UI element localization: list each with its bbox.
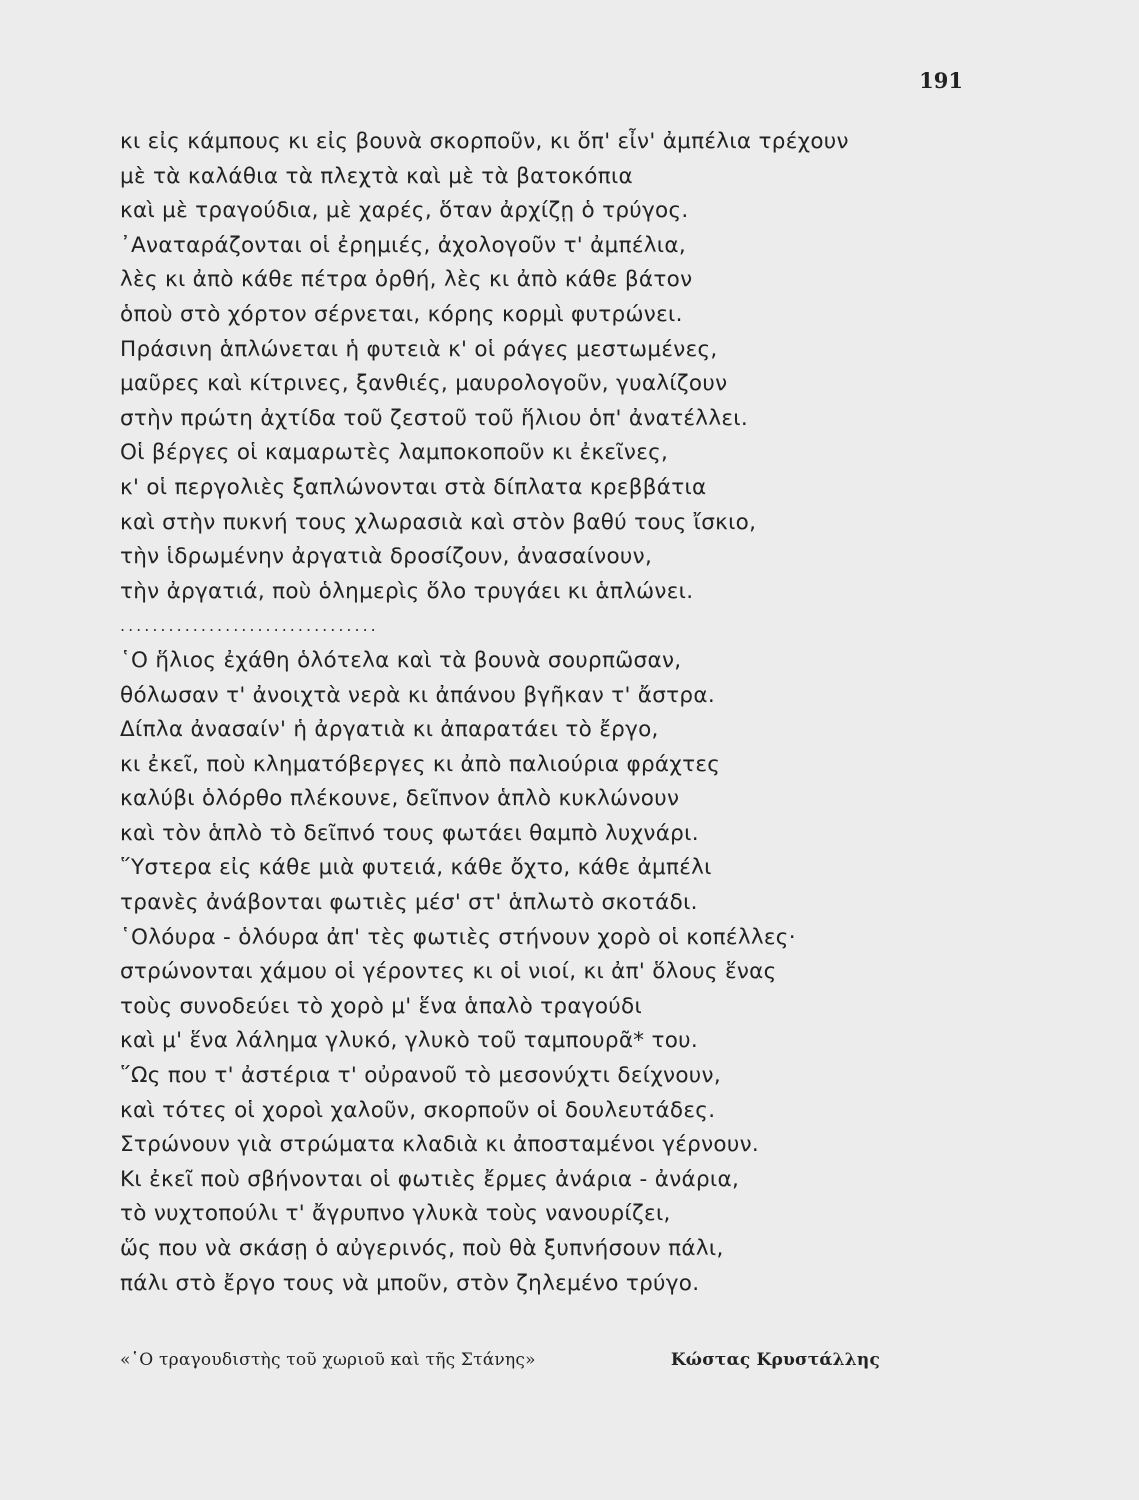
source-attribution [120, 1350, 880, 1370]
poem-line: Κι ἐκεῖ ποὺ σβήνονται οἱ φωτιὲς ἔρμες ἀνάρια - ἀνάρια, [120, 1166, 740, 1192]
poem-line: κι εἰς κάμπους κι εἰς βουνὰ σκορποῦν, κι ὅπ' εἶν' ἀμπέλια τρέχουν [120, 129, 849, 154]
poem-line: ᾿Αναταράζονται οἱ ἐρημιές, ἀχολογοῦν τ' ἀμπέλια, [120, 232, 686, 258]
stanza-2 [120, 644, 930, 1301]
poem-line: καλύβι ὁλόρθο πλέκουνε, δεῖπνον ἁπλὸ κυκλώνουν [120, 786, 680, 812]
stanza-1 [120, 125, 930, 609]
poem-line: Πράσινη ἁπλώνεται ἡ φυτειὰ κ' οἱ ράγες μεστωμένες, [120, 336, 718, 362]
poem-line: καὶ τότες οἱ χοροὶ χαλοῦν, σκορποῦν οἱ δουλευτάδες. [120, 1097, 716, 1123]
poem-line: καὶ μὲ τραγούδια, μὲ χαρές, ὅταν ἀρχίζῃ ὁ τρύγος. [120, 198, 689, 224]
source-author: Κώστας Κρυστάλλης [670, 1350, 880, 1370]
poem-line: ῾Ολόυρα - ὁλόυρα ἀπ' τὲς φωτιὲς στήνουν χορὸ οἱ κοπέλλες· [120, 924, 796, 950]
poem-line: καὶ τὸν ἁπλὸ τὸ δεῖπνό τους φωτάει θαμπὸ λυχνάρι. [120, 820, 699, 846]
poem-line: στὴν πρώτη ἀχτίδα τοῦ ζεστοῦ τοῦ ἥλιου ὁπ' ἀνατέλλει. [120, 405, 748, 431]
poem-body [120, 125, 930, 1301]
poem-line: ὁποὺ στὸ χόρτον σέρνεται, κόρης κορμὶ φυτρώνει. [120, 301, 683, 327]
poem-line: τὴν ἀργατιά, ποὺ ὁλημερὶς ὅλο τρυγάει κι ἁπλώνει. [120, 578, 694, 604]
poem-line: ῾Ο ἥλιος ἐχάθη ὁλότελα καὶ τὰ βουνὰ σουρπῶσαν, [120, 647, 682, 673]
poem-line: Δίπλα ἀνασαίν' ἡ ἀργατιὰ κι ἀπαρατάει τὸ ἔργο, [120, 717, 659, 743]
poem-line: μαῦρες καὶ κίτρινες, ξανθιές, μαυρολογοῦν, γυαλίζουν [120, 371, 728, 397]
poem-line: κ' οἱ περγολιὲς ξαπλώνονται στὰ δίπλατα κρεββάτια [120, 474, 707, 500]
section-separator: ................................ [120, 616, 379, 636]
poem-line: ὥς που νὰ σκάσῃ ὁ αὐγερινός, ποὺ θὰ ξυπνήσουν πάλι, [120, 1236, 724, 1261]
poem-line: καὶ μ' ἕνα λάλημα γλυκό, γλυκὸ τοῦ ταμπουρᾶ* του. [120, 1028, 699, 1054]
poem-line: πάλι στὸ ἔργο τους νὰ μποῦν, στὸν ζηλεμένο τρύγο. [120, 1270, 700, 1296]
poem-line: Οἱ βέργες οἱ καμαρωτὲς λαμποκοποῦν κι ἐκεῖνες, [120, 440, 669, 466]
poem-line: τὴν ἱδρωμένην ἀργατιὰ δροσίζουν, ἀνασαίνουν, [120, 544, 653, 570]
poem-line: κι ἐκεῖ, ποὺ κληματόβεργες κι ἀπὸ παλιούρια φράχτες [120, 751, 721, 777]
poem-line: τρανὲς ἀνάβονται φωτιὲς μέσ' στ' ἁπλωτὸ σκοτάδι. [120, 890, 698, 916]
poem-line: τὸ νυχτοπούλι τ' ἄγρυπνο γλυκὰ τοὺς νανουρίζει, [120, 1201, 671, 1227]
poem-line: ῞Υστερα εἰς κάθε μιὰ φυτειά, κάθε ὄχτο, κάθε ἀμπέλι [120, 855, 712, 881]
poem-line: θόλωσαν τ' ἀνοιχτὰ νερὰ κι ἀπάνου βγῆκαν τ' ἄστρα. [120, 682, 715, 708]
page-number: 191 [919, 68, 963, 93]
poem-line: Στρώνουν γιὰ στρώματα κλαδιὰ κι ἀποσταμένοι γέρνουν. [120, 1132, 760, 1158]
poem-line: μὲ τὰ καλάθια τὰ πλεχτὰ καὶ μὲ τὰ βατοκόπια [120, 163, 634, 189]
poem-line: καὶ στὴν πυκνή τους χλωρασιὰ καὶ στὸν βαθύ τους ἴσκιο, [120, 509, 757, 535]
poem-line: λὲς κι ἀπὸ κάθε πέτρα ὀρθή, λὲς κι ἀπὸ κάθε βάτον [120, 267, 693, 293]
source-work-title: «῾Ο τραγουδιστὴς τοῦ χωριοῦ καὶ τῆς Στάνης» [120, 1350, 536, 1370]
poem-line: στρώνονται χάμου οἱ γέροντες κι οἱ νιοί, κι ἀπ' ὅλους ἕνας [120, 959, 777, 985]
poem-line: ῞Ως που τ' ἀστέρια τ' οὐρανοῦ τὸ μεσονύχτι δείχνουν, [120, 1063, 721, 1089]
poem-line: τοὺς συνοδεύει τὸ χορὸ μ' ἕνα ἁπαλὸ τραγούδι [120, 993, 643, 1019]
